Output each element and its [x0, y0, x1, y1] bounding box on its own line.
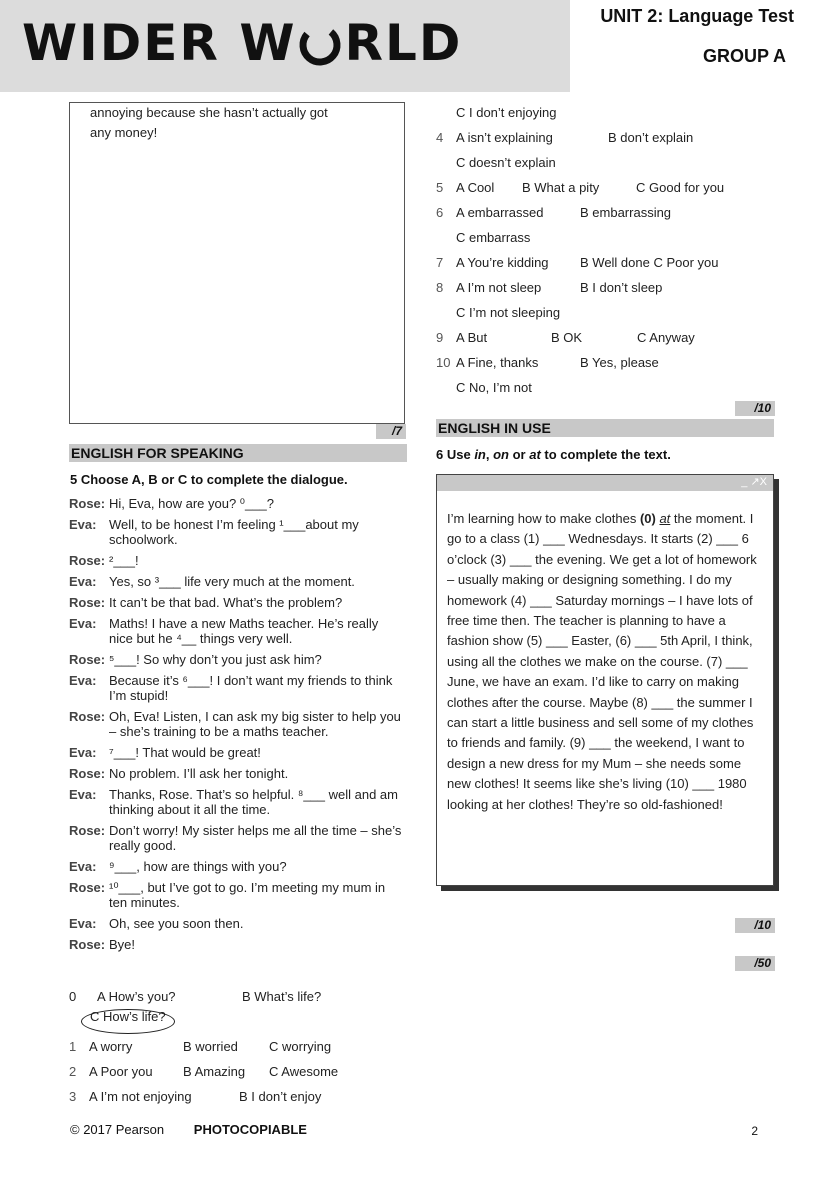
dialogue-line — [69, 937, 405, 952]
logo-text-right: RLD — [344, 14, 463, 72]
option-a: A How’s you? — [97, 989, 176, 1004]
dialogue-line — [69, 709, 405, 739]
unit-title: UNIT 2: Language Test — [600, 6, 794, 26]
option-b: B Well done C Poor you — [580, 255, 719, 270]
speech-text: ²___! — [109, 553, 139, 568]
previous-task-box — [69, 102, 405, 424]
option-a: A worry — [89, 1039, 133, 1054]
option-b: B I don’t sleep — [580, 280, 663, 295]
option-b: B Amazing — [183, 1064, 246, 1079]
option-row — [436, 150, 776, 175]
options-right — [436, 100, 776, 400]
option-b: B What’s life? — [242, 989, 322, 1004]
speaker-label: Eva: — [69, 673, 97, 688]
section-heading-use: ENGLISH IN USE — [436, 419, 774, 437]
speech-text: ⁷___! That would be great! — [109, 745, 261, 760]
dialogue-line — [69, 574, 405, 589]
option-row — [436, 125, 776, 150]
dialogue-line — [69, 766, 405, 781]
option-indent — [436, 300, 456, 325]
speech-text: Maths! I have a new Maths teacher. He’s really nice but he ⁴__ things very well. — [109, 616, 379, 646]
option-b: B I don’t enjoy — [239, 1089, 322, 1104]
score-prev: /7 — [376, 424, 406, 439]
option-row — [436, 375, 776, 400]
option-a: A embarrassed — [456, 205, 544, 220]
option-indent — [69, 1009, 81, 1034]
option-b: B don’t explain — [608, 130, 694, 145]
option-row — [69, 1059, 409, 1084]
option-row — [69, 1034, 409, 1059]
option-num: 7 — [436, 255, 444, 270]
option-c: C doesn’t explain — [456, 155, 556, 170]
option-a: A Cool — [456, 180, 495, 195]
dialogue-line — [69, 652, 405, 667]
option-row — [69, 984, 409, 1009]
option-num: 10 — [436, 355, 451, 370]
option-row — [436, 100, 776, 125]
dialogue-line — [69, 787, 405, 817]
option-row — [436, 225, 776, 250]
dialogue-line — [69, 616, 405, 646]
speaker-label: Eva: — [69, 859, 97, 874]
option-c: C I’m not sleeping — [456, 305, 561, 320]
option-b: B OK — [551, 330, 583, 345]
option-b: B What a pity — [522, 180, 600, 195]
speaker-label: Eva: — [69, 787, 97, 802]
reading-text — [437, 491, 773, 815]
speaker-label: Eva: — [69, 745, 97, 760]
option-row — [436, 275, 776, 300]
dialogue-line — [69, 553, 405, 568]
text-part: the moment. I go to a class (1) ___ Wednesdays. It starts (2) ___ 6 o’clock (3) ___ the evening. We get a lot of homework – usually making or designing something. I do my homework (4) ___ Saturday mornings – I have lots of free time then. The teacher is planning to have a fashion show (5) ___ Easter, (6) ___ 5th April, I think, using all the clothes we make on the course. (7) ___ June, we have an exam. I’d like to carry on making clothes after the course. Maybe (8) ___ the summer I can start a little business and sell some of my clothes to friends and family. (9) ___ the weekend, I want to design a new dress for my Mum – she needs some new clothes! It seems like she’s living (10) ___ 1980 looking at her clothes! They’re so old-fashioned! — [447, 511, 757, 812]
option-row — [436, 300, 776, 325]
task-6-prefix: 6 Use — [436, 447, 475, 462]
option-row — [436, 175, 776, 200]
score-total: /50 — [735, 956, 775, 971]
task-6-in: in — [474, 447, 486, 462]
option-a: A I’m not enjoying — [89, 1089, 192, 1104]
speaker-label: Rose: — [69, 880, 106, 895]
option-num: 2 — [69, 1064, 77, 1079]
dialogue-line — [69, 916, 405, 931]
speech-text: No problem. I’ll ask her tonight. — [109, 766, 289, 781]
speaker-label: Eva: — [69, 916, 97, 931]
speaker-label: Rose: — [69, 823, 106, 838]
speaker-label: Rose: — [69, 709, 106, 724]
circled-answer: C How’s life? — [81, 1009, 175, 1034]
option-c: C Anyway — [637, 330, 695, 345]
reading-text-box — [436, 474, 774, 886]
option-row — [69, 1009, 409, 1034]
option-row — [436, 350, 776, 375]
option-indent — [436, 150, 456, 175]
dialogue-line — [69, 880, 405, 910]
option-c: C worrying — [269, 1039, 332, 1054]
option-num: 0 — [69, 989, 77, 1004]
speech-text: Thanks, Rose. That’s so helpful. ⁸___ well and am thinking about it all the time. — [109, 787, 398, 817]
task-6-at: at — [529, 447, 541, 462]
option-indent — [436, 225, 456, 250]
text-gap-0-answer: at — [659, 511, 671, 526]
option-indent — [436, 375, 456, 400]
photocopiable-label: PHOTOCOPIABLE — [193, 1122, 307, 1137]
speech-text: ⁵___! So why don’t you just ask him? — [109, 652, 322, 667]
option-num: 9 — [436, 330, 444, 345]
dialogue-line — [69, 673, 405, 703]
option-num: 4 — [436, 130, 444, 145]
speaker-label: Rose: — [69, 496, 106, 511]
speaker-label: Rose: — [69, 595, 106, 610]
speech-text: Oh, see you soon then. — [109, 916, 244, 931]
score-q6: /10 — [735, 918, 775, 933]
speaker-label: Eva: — [69, 616, 97, 631]
task-6-or: or — [509, 447, 530, 462]
speech-text: Hi, Eva, how are you? ⁰___? — [109, 496, 274, 511]
footer — [70, 1122, 307, 1137]
task-5-title: 5 Choose A, B or C to complete the dialogue. — [70, 472, 348, 487]
score-q4-10: /10 — [735, 401, 775, 416]
page-number: 2 — [751, 1124, 758, 1138]
option-c: C No, I’m not — [456, 380, 532, 395]
option-a: A I’m not sleep — [456, 280, 542, 295]
text-part: I’m learning how to make clothes — [447, 511, 640, 526]
task-6-on: on — [493, 447, 509, 462]
option-num: 5 — [436, 180, 444, 195]
prev-text-line: any money! — [90, 125, 158, 140]
speaker-label: Eva: — [69, 517, 97, 532]
speech-text: Bye! — [109, 937, 136, 952]
option-c: C Awesome — [269, 1064, 339, 1079]
task-6-title — [436, 447, 671, 462]
speech-text: ¹⁰___, but I’ve got to go. I’m meeting my mum in ten minutes. — [109, 880, 386, 910]
prev-text-line: annoying because she hasn’t actually got — [90, 105, 328, 120]
option-a: A But — [456, 330, 488, 345]
text-box-bar: _ ↗X — [437, 475, 773, 491]
options-left — [69, 984, 409, 1109]
option-num: 1 — [69, 1039, 77, 1054]
dialogue-line — [69, 745, 405, 760]
task-6-comma: , — [485, 447, 494, 462]
option-c: C embarrass — [456, 230, 531, 245]
option-num: 3 — [69, 1089, 77, 1104]
option-b: B worried — [183, 1039, 238, 1054]
dialogue-line — [69, 859, 405, 874]
option-b: B Yes, please — [580, 355, 659, 370]
option-row — [436, 250, 776, 275]
text-gap-0: (0) — [639, 511, 656, 526]
speech-text: Because it’s ⁶___! I don’t want my friends to think I’m stupid! — [109, 673, 393, 703]
option-row — [69, 1084, 409, 1109]
option-a: A You’re kidding — [456, 255, 549, 270]
speaker-label: Rose: — [69, 937, 106, 952]
speech-text: It can’t be that bad. What’s the problem? — [109, 595, 343, 610]
option-row — [436, 325, 776, 350]
option-num: 8 — [436, 280, 444, 295]
option-a: A Fine, thanks — [456, 355, 539, 370]
task-6-suffix: to complete the text. — [540, 447, 671, 462]
speaker-label: Rose: — [69, 766, 106, 781]
option-a: C I don’t enjoying — [456, 105, 557, 120]
dialogue-line — [69, 517, 405, 547]
option-b: B embarrassing — [580, 205, 672, 220]
speaker-label: Rose: — [69, 553, 106, 568]
logo-o-icon — [298, 21, 342, 65]
option-a: A Poor you — [89, 1064, 153, 1079]
option-num: 6 — [436, 205, 444, 220]
speech-text: Don’t worry! My sister helps me all the time – she’s really good. — [109, 823, 402, 853]
dialogue — [69, 496, 405, 958]
speech-text: Yes, so ³___ life very much at the moment. — [109, 574, 355, 589]
dialogue-line — [69, 595, 405, 610]
dialogue-line — [69, 823, 405, 853]
copyright: © 2017 Pearson — [70, 1122, 165, 1137]
logo — [22, 14, 462, 72]
speech-text: ⁹___, how are things with you? — [109, 859, 287, 874]
group-label: GROUP A — [702, 46, 786, 66]
speaker-label: Eva: — [69, 574, 97, 589]
dialogue-line — [69, 496, 405, 511]
option-c: C Good for you — [636, 180, 725, 195]
option-row — [436, 200, 776, 225]
option-a: A isn’t explaining — [456, 130, 553, 145]
section-heading-speaking: ENGLISH FOR SPEAKING — [69, 444, 407, 462]
option-num — [436, 100, 456, 125]
logo-text-left: WIDER W — [22, 14, 297, 72]
speaker-label: Rose: — [69, 652, 106, 667]
speech-text: Oh, Eva! Listen, I can ask my big sister to help you – she’s training to be a maths teacher. — [109, 709, 401, 739]
speech-text: Well, to be honest I’m feeling ¹___about my schoolwork. — [109, 517, 359, 547]
